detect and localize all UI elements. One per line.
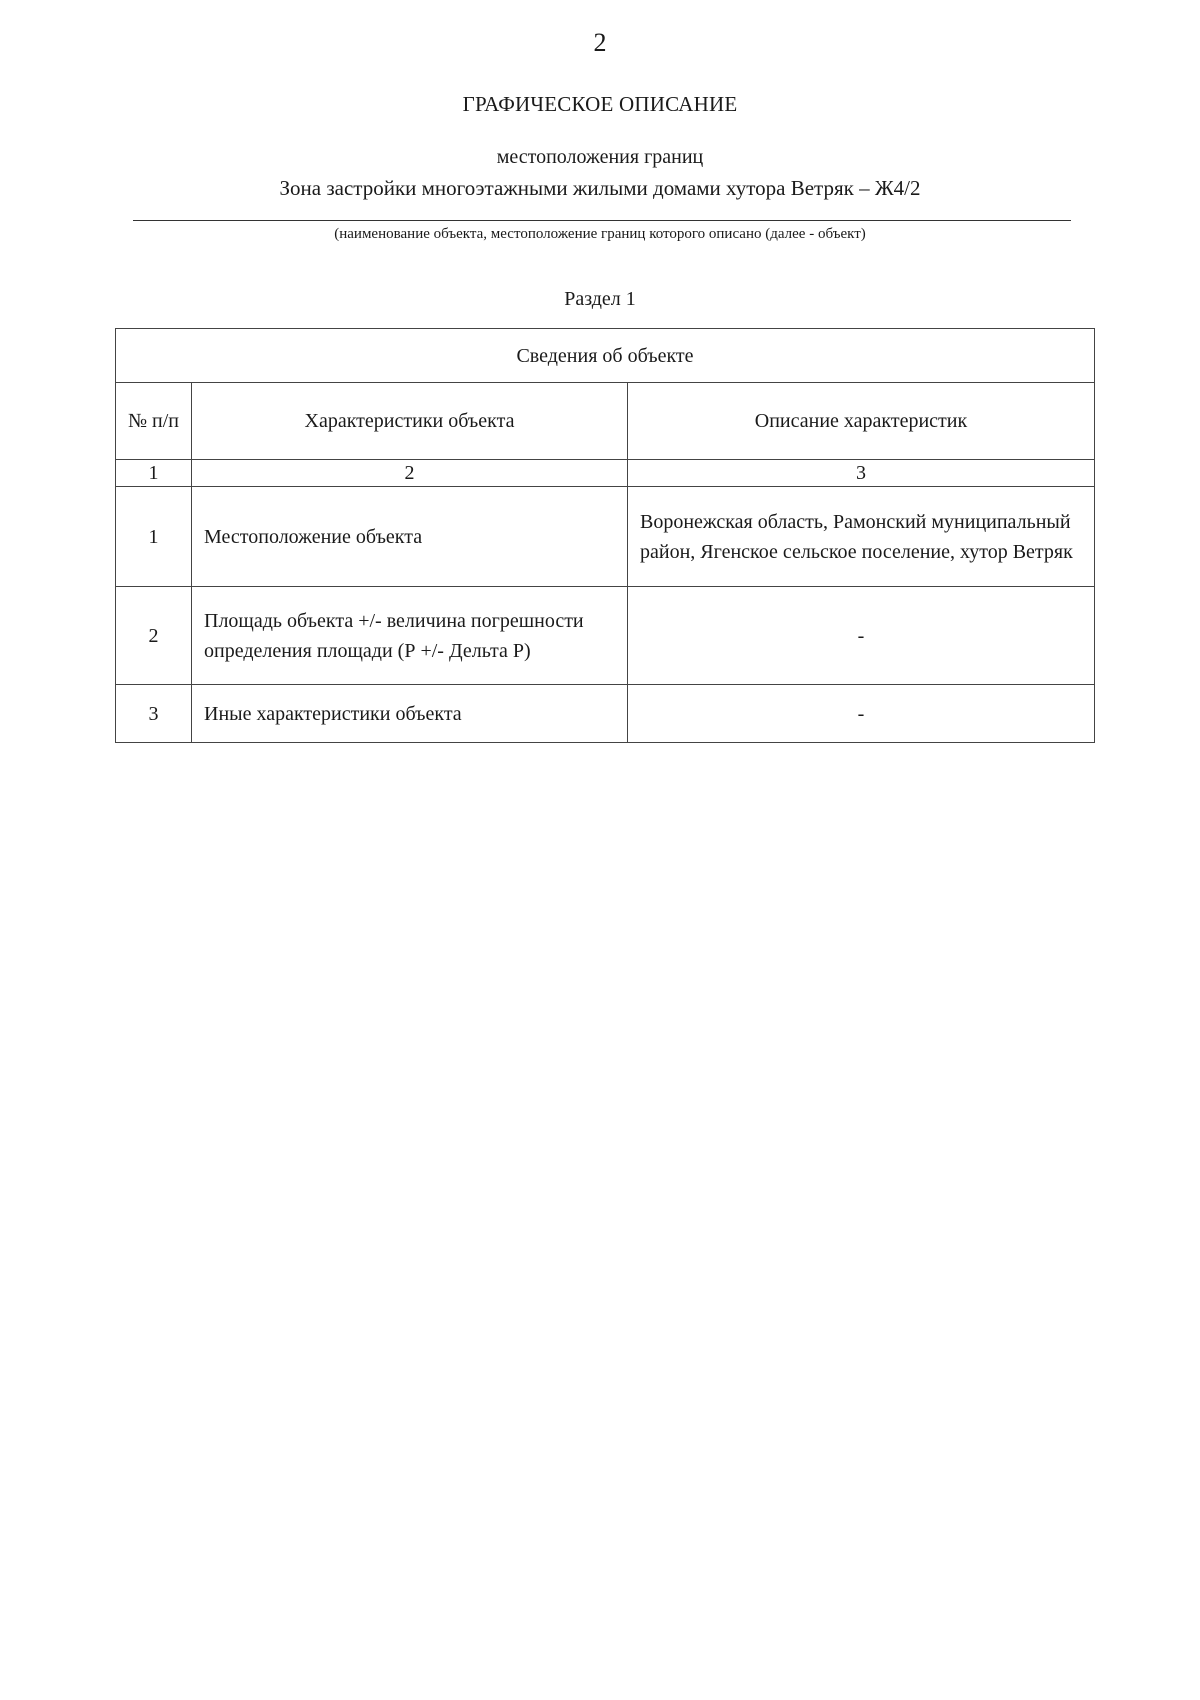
page-number: 2 [593,28,607,57]
row-number: 2 [116,587,192,685]
column-number-1: 1 [116,460,192,487]
object-name: Зона застройки многоэтажными жилыми домами хутора Ветряк – Ж4/2 [279,176,921,200]
row-number: 3 [116,685,192,743]
column-number-2: 2 [192,460,628,487]
object-info-table [115,328,1095,743]
column-headers-row [116,383,1095,460]
table-row [116,685,1095,743]
section-title: Раздел 1 [564,288,636,310]
row-characteristic: Площадь объекта +/- величина погрешности определения площади (Р +/- Дельта Р) [192,587,628,685]
document-subtitle: местоположения границ [496,146,704,168]
table-row [116,587,1095,685]
row-number: 1 [116,487,192,587]
row-description: Воронежская область, Рамонский муниципальный район, Ягенское сельское поселение, хутор Ветряк [628,487,1095,587]
column-numbers-row [116,460,1095,487]
column-header-description: Описание характеристик [628,383,1095,460]
row-description: - [628,587,1095,685]
object-name-caption: (наименование объекта, местоположение границ которого описано (далее - объект) [334,226,866,242]
column-header-number: № п/п [116,383,192,460]
object-name-underline [133,220,1071,221]
column-number-3: 3 [628,460,1095,487]
table-header: Сведения об объекте [116,329,1095,383]
row-description: - [628,685,1095,743]
table-header-row [116,329,1095,383]
document-title: ГРАФИЧЕСКОЕ ОПИСАНИЕ [462,92,738,116]
column-header-characteristic: Характеристики объекта [192,383,628,460]
table-row [116,487,1095,587]
row-characteristic: Местоположение объекта [192,487,628,587]
row-characteristic: Иные характеристики объекта [192,685,628,743]
